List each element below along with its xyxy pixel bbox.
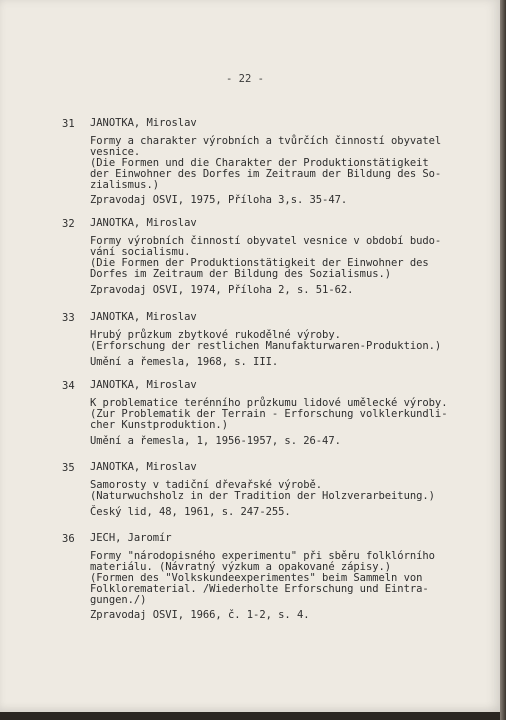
entry-line: cher Kunstproduktion.) <box>90 418 228 431</box>
entry-line: (Zur Problematik der Terrain - Erforschung volklerkundli- <box>90 407 448 420</box>
entry-author: JANOTKA, Miroslav <box>90 117 197 129</box>
entry-line: (Formen des "Volkskundeexperimentes" beim Sammeln von <box>90 571 423 584</box>
entry-line: Formy a charakter výrobních a tvůrčích činností obyvatel <box>90 134 442 147</box>
entry-line: (Erforschung der restlichen Manufakturwaren-Produktion.) <box>90 339 442 352</box>
entry-line: Formy "národopisného experimentu" při sběru folklórního <box>90 549 435 562</box>
entry-author: JANOTKA, Miroslav <box>90 217 197 229</box>
entry-line: Folklorematerial. /Wiederholte Erforschung und Eintra- <box>90 582 429 595</box>
entry-line: Samorosty v tadiční dřevařské výrobě. <box>90 478 323 491</box>
entry-source: Zpravodaj OSVI, 1974, Příloha 2, s. 51-62. <box>90 283 354 296</box>
page-edge-shadow <box>500 0 506 720</box>
entry-line: Formy výrobních činností obyvatel vesnice v období budo- <box>90 234 442 247</box>
entry-author: JANOTKA, Miroslav <box>90 311 197 323</box>
entry-number: 32 <box>62 218 75 230</box>
page-number: - 22 - <box>226 73 264 85</box>
entry-line: (Die Formen und die Charakter der Produktionstätigkeit <box>90 156 429 169</box>
entry-source: Umění a řemesla, 1, 1956-1957, s. 26-47. <box>90 434 341 447</box>
entry-source: Český lid, 48, 1961, s. 247-255. <box>90 505 291 518</box>
entry-number: 35 <box>62 462 75 474</box>
entry-number: 31 <box>62 118 75 130</box>
entry-line: (Die Formen der Produktionstätigkeit der Einwohner des <box>90 256 429 269</box>
entry-line: zialismus.) <box>90 178 159 191</box>
entry-line: der Einwohner des Dorfes im Zeitraum der Bildung des So- <box>90 167 442 180</box>
entry-line: (Naturwuchsholz in der Tradition der Holzverarbeitung.) <box>90 489 435 502</box>
entry-line: Hrubý průzkum zbytkové rukodělné výroby. <box>90 328 341 341</box>
entry-author: JANOTKA, Miroslav <box>90 461 197 473</box>
entry-author: JANOTKA, Miroslav <box>90 379 197 391</box>
entry-source: Zpravodaj OSVI, 1966, č. 1-2, s. 4. <box>90 609 310 622</box>
entry-line: gungen./) <box>90 593 147 606</box>
entry-author: JECH, Jaromír <box>90 532 172 544</box>
entry-line: Dorfes im Zeitraum der Bildung des Sozialismus.) <box>90 267 392 280</box>
entry-number: 34 <box>62 380 75 392</box>
entry-number: 36 <box>62 533 75 545</box>
entry-line: K problematice terénního průzkumu lidové umělecké výroby. <box>90 396 448 409</box>
entry-source: Zpravodaj OSVI, 1975, Příloha 3,s. 35-47. <box>90 194 348 207</box>
entry-line: materiálu. (Návratný výzkum a opakované zápisy.) <box>90 560 392 573</box>
entry-source: Umění a řemesla, 1968, s. III. <box>90 355 279 368</box>
entry-line: vání socialismu. <box>90 245 191 258</box>
entry-line: vesnice. <box>90 145 141 158</box>
entry-number: 33 <box>62 312 75 324</box>
